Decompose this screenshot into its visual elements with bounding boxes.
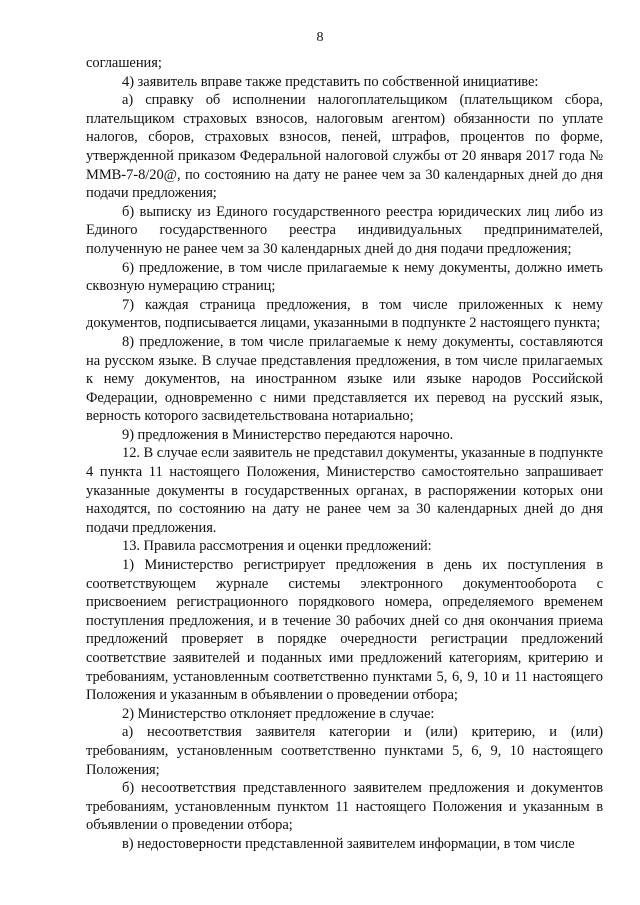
paragraph-reject-reason-v: в) недостоверности представленной заявителем информации, в том числе [122,835,575,852]
paragraph-section-13: 13. Правила рассмотрения и оценки предложений: [122,538,432,555]
paragraph-section-13-item-1: 1) Министерство регистрирует предложения в день их поступления в соответствующем журнале системы электронного документооборота с присвоением регистрационного порядкового номера, определяемого временем поступления предложения, и в течение 30 рабочих дней со дня окончания приема предложений проверяет в порядке очередности регистрации предложений соответствие заявителей и поданных ими предложений категориям, критерию и требованиям, установленным соответственно пунктами 5, 6, 9, 10 и 11 настоящего Положения и указанным в объявлении о проведении отбора; [86,557,603,704]
paragraph-reject-reason-a: а) несоответствия заявителя категории и (или) критерию, и (или) требованиям, установленным соответственно пунктами 5, 6, 9, 10 настоящего Положения; [86,724,603,778]
paragraph-reject-reason-b: б) несоответствия представленного заявителем предложения и документов требованиям, установленным пунктом 11 настоящего Положения и указанным в объявлении о проведении отбора; [86,780,603,834]
page-number: 8 [316,30,324,45]
paragraph-item-4: 4) заявитель вправе также представить по собственной инициативе: [122,73,539,90]
paragraph-subitem-a-tax-certificate: а) справку об исполнении налогоплательщиком (плательщиком сбора, плательщиком страховых взносов, налоговым агентом) обязанности по уплате налогов, сборов, страховых взносов, пеней, штрафов, процентов по форме, утвержденной приказом Федеральной налоговой службы от 20 января 2017 года № ММВ-7-8/20@, по состоянию на дату не ранее чем за 30 календарных дней до дня подачи предложения; [86,92,603,202]
paragraph-item-9: 9) предложения в Министерство передаются нарочно. [122,426,454,443]
document-body [86,54,603,854]
paragraph-continuation: соглашения; [86,55,162,71]
paragraph-item-6: 6) предложение, в том числе прилагаемые к нему документы, должно иметь сквозную нумерацию страниц; [86,259,603,295]
paragraph-section-13-item-2: 2) Министерство отклоняет предложение в случае: [122,705,435,722]
paragraph-section-12: 12. В случае если заявитель не представил документы, указанные в подпункте 4 пункта 11 настоящего Положения, Министерство самостоятельно запрашивает указанные документы в государственных органах, в распоряжении которых они находятся, по состоянию на дату не ранее чем за 30 календарных дней до дня подачи предложения. [86,445,603,536]
paragraph-item-7: 7) каждая страница предложения, в том числе приложенных к нему документов, подписывается лицами, указанными в подпункте 2 настоящего пункта; [86,296,603,332]
paragraph-item-8: 8) предложение, в том числе прилагаемые к нему документы, составляются на русском языке. В случае представления предложения, в том числе прилагаемых к нему документов, на иностранном языке или языке народов Российской Федерации, одновременно с ними представляется их перевод на русский язык, верность которого засвидетельствована нотариально; [86,333,603,425]
paragraph-subitem-b-registry-extract: б) выписку из Единого государственного реестра юридических лиц либо из Единого государственного реестра индивидуальных предпринимателей, полученную не ранее чем за 30 календарных дней до дня подачи предложения; [86,203,603,257]
